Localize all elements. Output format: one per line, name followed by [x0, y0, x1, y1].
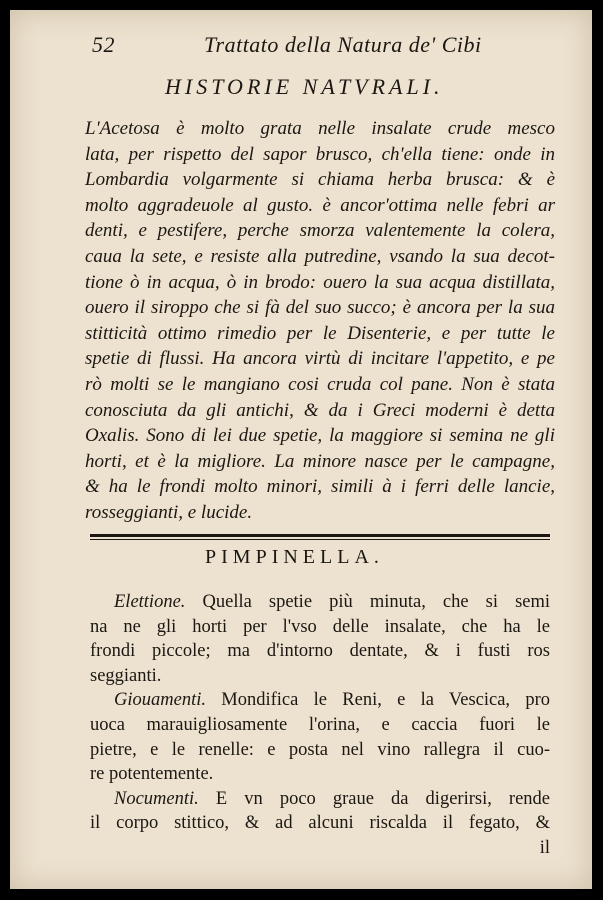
divider-rule-thin	[90, 539, 550, 540]
book-page	[10, 10, 592, 889]
acetosa-paragraph	[85, 116, 555, 526]
text-line: Lombardia volgarmente si chiama herba brusca: & è	[85, 169, 555, 191]
section-title: HISTORIE NATVRALI.	[165, 74, 444, 99]
entry-text: seggianti.	[90, 665, 162, 686]
text-line: caua la sete, e resiste alla putredine, vsando la sua decot-	[85, 245, 555, 267]
entry-label: Giouamenti.	[114, 690, 206, 711]
entry-first-line	[90, 787, 550, 812]
entry-text: Mondifica le Reni, e la Vescica, pro	[221, 690, 550, 711]
entry-text: pietre, e le renelle: e posta nel vino rallegra il cuo-	[90, 739, 550, 760]
plant-title: PIMPINELLA.	[205, 546, 384, 568]
text-line: tione ò in acqua, ò in brodo: ouero la sua acqua distillata,	[85, 271, 555, 293]
page-number: 52	[92, 32, 115, 57]
entry-elettione	[90, 590, 550, 688]
running-title: Trattato della Natura de' Cibi	[204, 32, 482, 57]
entry-text: re potentemente.	[90, 764, 214, 785]
entry-giouamenti	[90, 688, 550, 786]
catchword: il	[539, 837, 550, 858]
entry-text: uoca marauigliosamente l'orina, e caccia fuori le	[90, 714, 550, 735]
text-line: rosseggianti, e lucide.	[85, 501, 253, 523]
text-line: & ha le frondi molto minori, simili à i ferri delle lancie,	[85, 476, 555, 498]
text-line: conosciuta da gli antichi, & da i Greci moderni è detta	[85, 399, 555, 421]
text-line: horti, et è la migliore. La minore nasce per le campagne,	[85, 450, 555, 472]
divider-rule	[90, 534, 550, 537]
text-line: stitticità ottimo rimedio per le Disenterie, e per tutte le	[85, 322, 555, 344]
entry-first-line	[90, 688, 550, 713]
text-line: denti, e pestifere, perche smorza valentemente la colera,	[85, 220, 555, 242]
entry-text: Quella spetie più minuta, che si semi	[202, 592, 551, 612]
text-line: lata, per rispetto del sapor brusco, ch'ella tiene: onde in	[85, 143, 555, 165]
entry-text: il corpo stittico, & ad alcuni riscalda il fegato, &	[90, 813, 550, 834]
entry-text: E vn poco graue da digerirsi, rende	[215, 788, 550, 809]
text-line: L'Acetosa è molto grata nelle insalate crude mesco	[85, 118, 555, 139]
text-line: ouero il siroppo che si fà del suo succo; è ancora per la sua	[85, 297, 555, 319]
entry-text: frondi piccole; ma d'intorno dentate, & i fusti ros	[90, 641, 550, 662]
entry-first-line	[90, 590, 550, 615]
text-line: spetie di flussi. Ha ancora virtù di incitare l'appetito, e pe	[85, 348, 555, 370]
pimpinella-entries	[90, 590, 550, 861]
entry-text: na ne gli horti per l'vso delle insalate, che ha le	[90, 616, 550, 637]
entry-nocumenti	[90, 787, 550, 861]
text-line: Oxalis. Sono di lei due spetie, la maggiore si semina ne gli	[85, 425, 555, 447]
entry-label: Nocumenti.	[114, 788, 199, 809]
text-line: molto aggradeuole al gusto. è ancor'ottima nelle febri ar	[85, 194, 555, 216]
text-line: rò molti se le mangiano cosi cruda col pane. Non è stata	[85, 373, 555, 395]
entry-label: Elettione.	[114, 592, 186, 612]
